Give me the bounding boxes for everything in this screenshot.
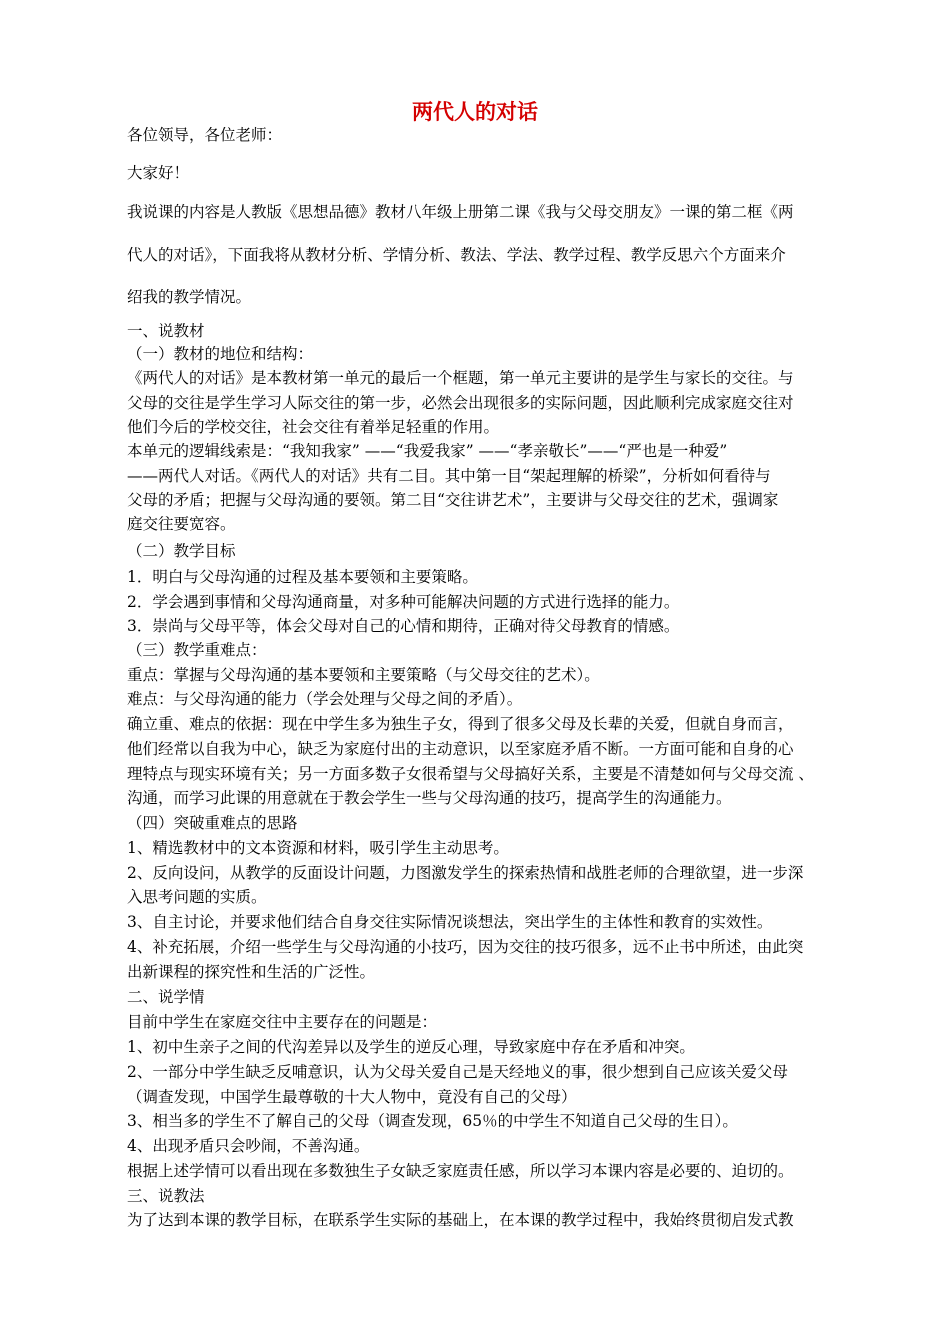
text-line: （调查发现，中国学生最尊敬的十大人物中，竟没有自己的父母） bbox=[127, 1088, 577, 1106]
text-line: 目前中学生在家庭交往中主要存在的问题是： bbox=[127, 1013, 438, 1031]
list-item: 4、补充拓展，介绍一些学生与父母沟通的小技巧，因为交往的技巧很多，远不止书中所述，由此突 bbox=[127, 938, 804, 956]
text-line: 重点：掌握与父母沟通的基本要领和主要策略（与父母交往的艺术）。 bbox=[127, 666, 600, 684]
text-line: 代人的对话》，下面我将从教材分析、学情分析、教法、学法、教学过程、教学反思六个方面来介 bbox=[127, 246, 786, 264]
text-line: 大家好！ bbox=[127, 164, 190, 182]
text-line: 《两代人的对话》是本教材第一单元的最后一个框题，第一单元主要讲的是学生与家长的交往。与 bbox=[127, 369, 794, 387]
list-item: 2、一部分中学生缺乏反哺意识，认为父母关爱自己是天经地义的事，很少想到自己应该关爱父母 bbox=[127, 1063, 788, 1081]
section-heading: 二、说学情 bbox=[127, 988, 205, 1006]
text-line: 根据上述学情可以看出现在多数独生子女缺乏家庭责任感，所以学习本课内容是必要的、迫切的。 bbox=[127, 1162, 794, 1180]
text-line: 确立重、难点的依据：现在中学生多为独生子女，得到了很多父母及长辈的关爱，但就自身而言， bbox=[127, 715, 794, 733]
section-heading: 三、说教法 bbox=[127, 1187, 205, 1205]
text-line: 入思考问题的实质。 bbox=[127, 888, 267, 906]
list-item: 1、初中生亲子之间的代沟差异以及学生的逆反心理，导致家庭中存在矛盾和冲突。 bbox=[127, 1038, 695, 1056]
text-line: 他们经常以自我为中心，缺乏为家庭付出的主动意识，以至家庭矛盾不断。一方面可能和自身的心 bbox=[127, 740, 794, 758]
text-line: 本单元的逻辑线索是：“我知我家” ——“我爱我家” ——“孝亲敬长”——“严也是一种爱” bbox=[127, 442, 728, 460]
text-line: 出新课程的探究性和生活的广泛性。 bbox=[127, 963, 376, 981]
text-line: 庭交往要宽容。 bbox=[127, 515, 236, 533]
list-item: 3、自主讨论，并要求他们结合自身交往实际情况谈想法，突出学生的主体性和教育的实效性。 bbox=[127, 913, 773, 931]
text-line: 理特点与现实环境有关；另一方面多数子女很希望与父母搞好关系，主要是不清楚如何与父母交流 、 bbox=[127, 765, 814, 783]
text-line: 为了达到本课的教学目标，在联系学生实际的基础上，在本课的教学过程中，我始终贯彻启发式教 bbox=[127, 1211, 794, 1229]
text-line: 我说课的内容是人教版《思想品德》教材八年级上册第二课《我与父母交朋友》一课的第二框《两 bbox=[127, 203, 794, 221]
text-line: 各位领导，各位老师： bbox=[127, 126, 283, 144]
text-line: 沟通，而学习此课的用意就在于教会学生一些与父母沟通的技巧，提高学生的沟通能力。 bbox=[127, 789, 732, 807]
text-line: ——两代人对话。《两代人的对话》共有二目。其中第一目“架起理解的桥梁”，分析如何看待与 bbox=[127, 467, 771, 485]
subsection-heading: （三）教学重难点： bbox=[127, 641, 267, 659]
list-item: 3、相当多的学生不了解自己的父母（调查发现，65％的中学生不知道自己父母的生日）。 bbox=[127, 1112, 738, 1130]
text-line: 绍我的教学情况。 bbox=[127, 288, 252, 306]
page-title: 两代人的对话 bbox=[412, 100, 538, 124]
subsection-heading: （二）教学目标 bbox=[127, 542, 236, 560]
list-item: 3．崇尚与父母平等，体会父母对自己的心情和期待，正确对待父母教育的情感。 bbox=[127, 617, 680, 635]
list-item: 1．明白与父母沟通的过程及基本要领和主要策略。 bbox=[127, 568, 478, 586]
text-line: 父母的矛盾；把握与父母沟通的要领。第二目“交往讲艺术”，主要讲与父母交往的艺术，强调家 bbox=[127, 491, 779, 509]
list-item: 4、出现矛盾只会吵闹，不善沟通。 bbox=[127, 1137, 370, 1155]
text-line: 难点：与父母沟通的能力（学会处理与父母之间的矛盾）。 bbox=[127, 690, 523, 708]
subsection-heading: （一）教材的地位和结构： bbox=[127, 345, 314, 363]
subsection-heading: （四）突破重难点的思路 bbox=[127, 814, 298, 832]
section-heading: 一、说教材 bbox=[127, 322, 205, 340]
text-line: 他们今后的学校交往，社会交往有着举足轻重的作用。 bbox=[127, 418, 500, 436]
list-item: 1、精选教材中的文本资源和材料，吸引学生主动思考。 bbox=[127, 839, 509, 857]
list-item: 2．学会遇到事情和父母沟通商量，对多种可能解决问题的方式进行选择的能力。 bbox=[127, 593, 680, 611]
text-line: 父母的交往是学生学习人际交往的第一步，必然会出现很多的实际问题，因此顺利完成家庭交往对 bbox=[127, 394, 794, 412]
list-item: 2、反向设问，从教学的反面设计问题，力图激发学生的探索热情和战胜老师的合理欲望，进一步深 bbox=[127, 864, 804, 882]
